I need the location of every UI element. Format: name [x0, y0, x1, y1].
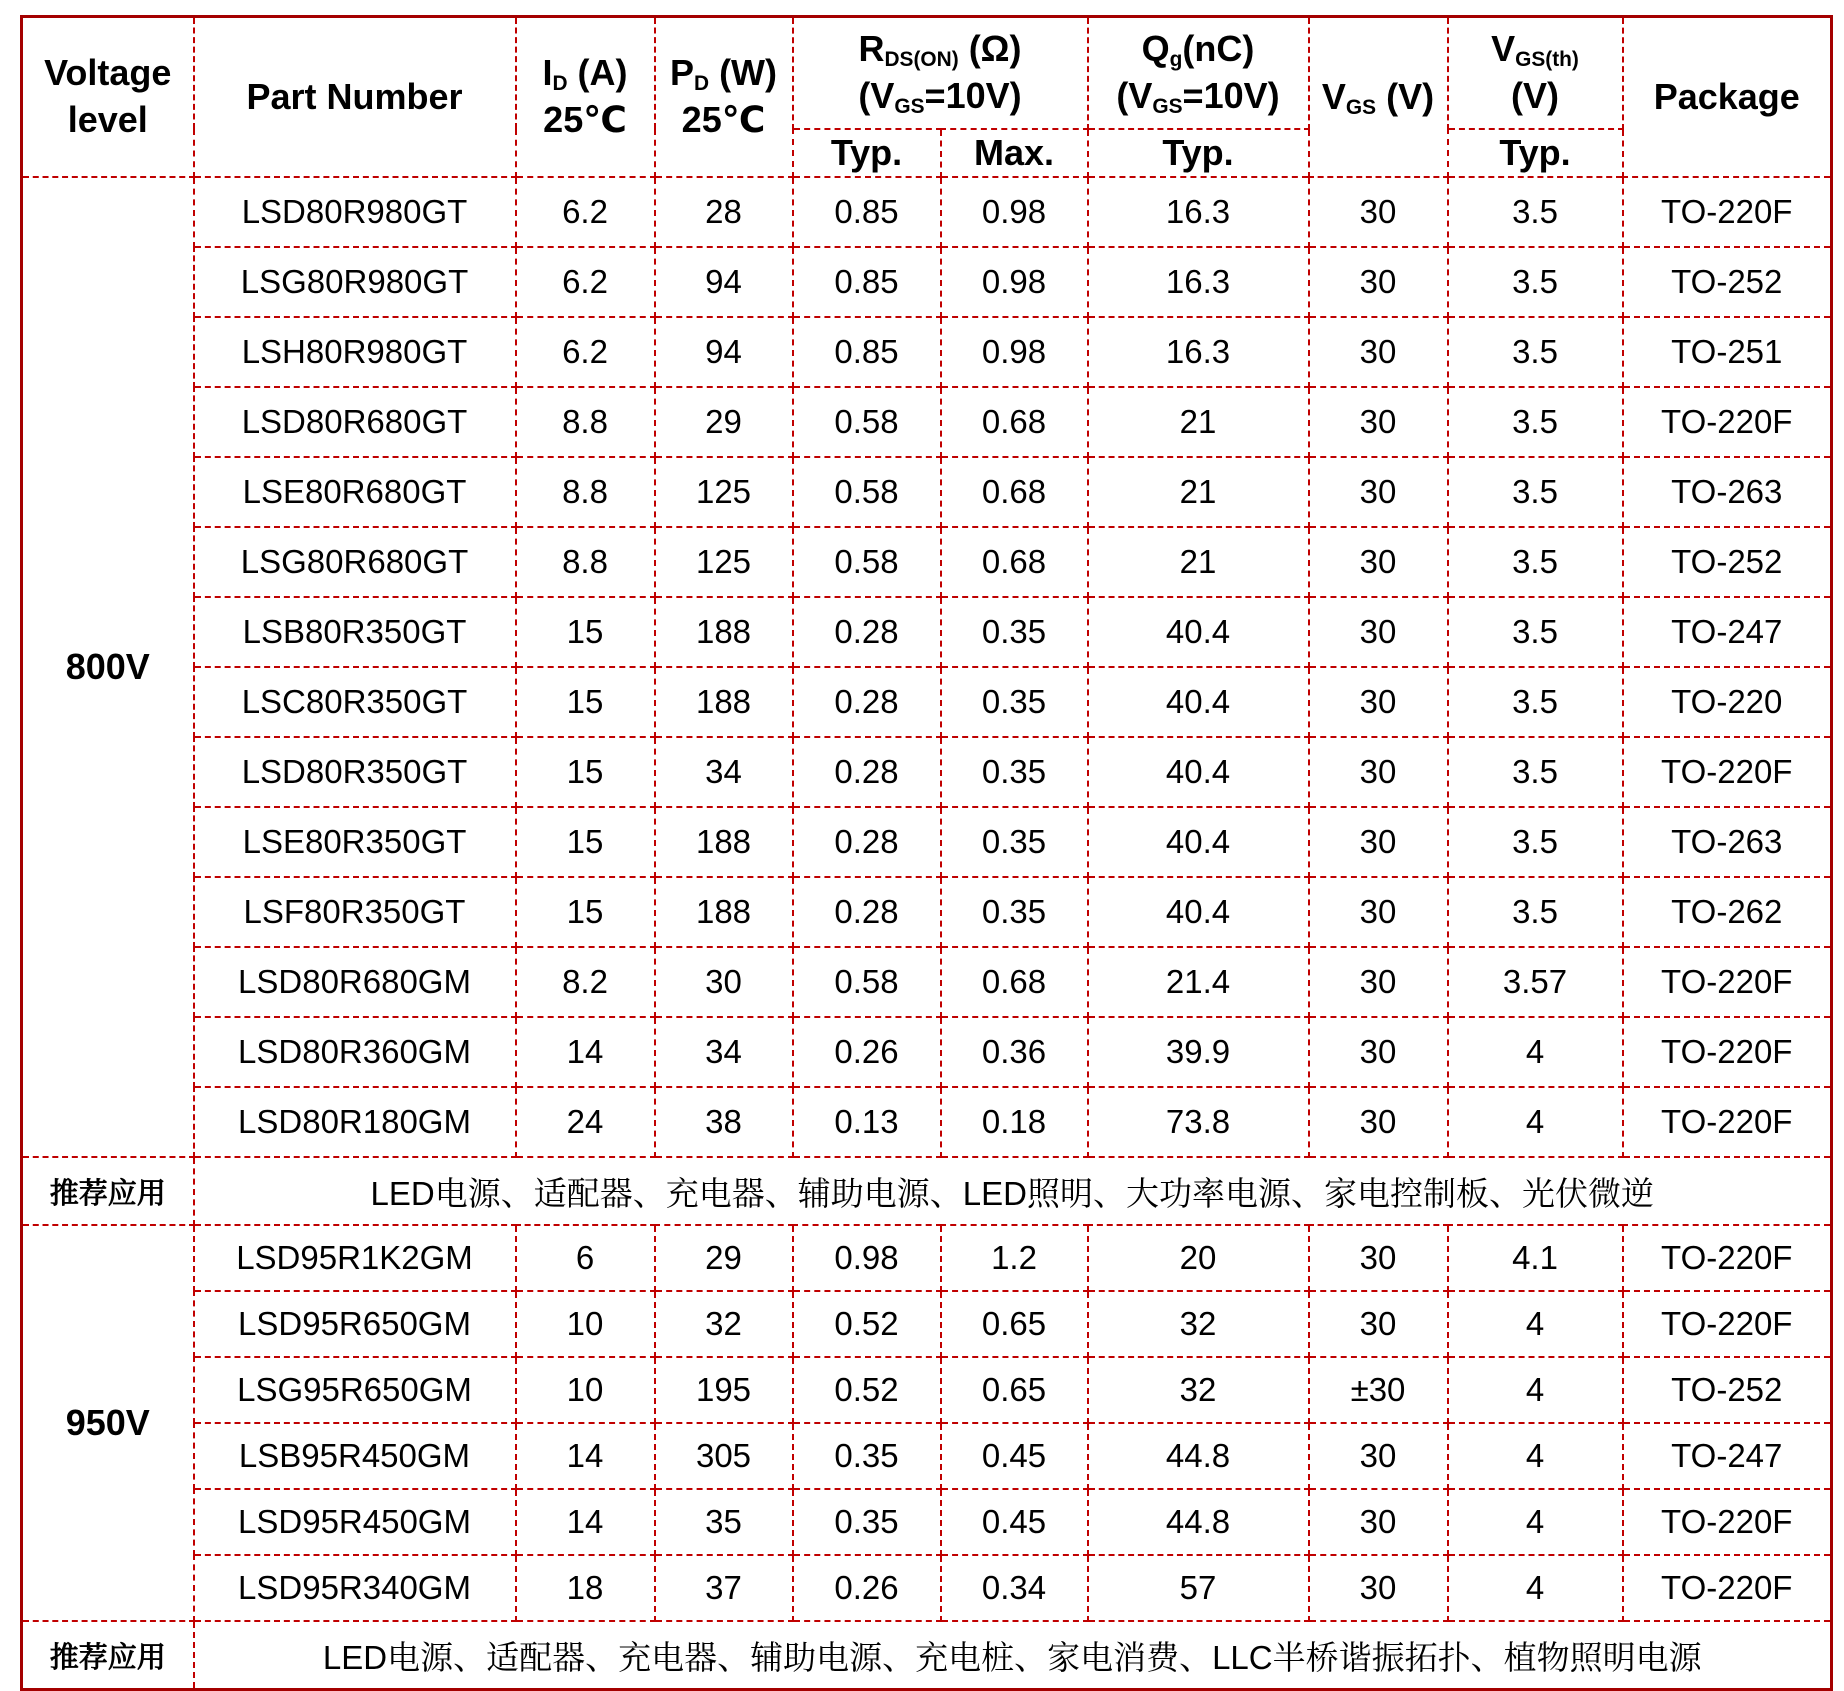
- rds-max-cell: 0.35: [941, 667, 1088, 737]
- vgsth-cell: 4: [1448, 1489, 1623, 1555]
- applications-label: 推荐应用: [22, 1621, 194, 1690]
- vgs-cell: 30: [1309, 1087, 1448, 1157]
- table-body: [22, 177, 1832, 1690]
- pd-cell: 29: [655, 1225, 793, 1291]
- id-cell: 8.2: [516, 947, 655, 1017]
- part-number-cell: LSD95R650GM: [194, 1291, 516, 1357]
- part-number-cell: LSD80R980GT: [194, 177, 516, 247]
- qg-cell: 21: [1088, 387, 1309, 457]
- package-cell: TO-263: [1623, 807, 1832, 877]
- pd-cell: 38: [655, 1087, 793, 1157]
- qg-cell: 40.4: [1088, 807, 1309, 877]
- vgs-cell: 30: [1309, 1423, 1448, 1489]
- rds-max-cell: 0.35: [941, 807, 1088, 877]
- package-cell: TO-220F: [1623, 1087, 1832, 1157]
- table-row: [22, 457, 1832, 527]
- header-text: Part Number: [246, 75, 463, 117]
- rds-max-cell: 0.45: [941, 1423, 1088, 1489]
- vgs-cell: 30: [1309, 877, 1448, 947]
- table-row: [22, 177, 1832, 247]
- vgs-cell: 30: [1309, 1555, 1448, 1621]
- voltage-level-cell: 950V: [22, 1225, 194, 1621]
- package-cell: TO-263: [1623, 457, 1832, 527]
- qg-cell: 16.3: [1088, 317, 1309, 387]
- part-number-cell: LSB80R350GT: [194, 597, 516, 667]
- qg-cell: 16.3: [1088, 247, 1309, 317]
- rds-max-cell: 0.65: [941, 1291, 1088, 1357]
- rds-max-cell: 0.35: [941, 877, 1088, 947]
- qg-cell: 20: [1088, 1225, 1309, 1291]
- vgs-cell: 30: [1309, 667, 1448, 737]
- col-header-id: $I_D$ (A) 25℃: [516, 17, 655, 178]
- rds-typ-cell: 0.52: [793, 1291, 941, 1357]
- package-cell: TO-220F: [1623, 1225, 1832, 1291]
- rds-typ-cell: 0.58: [793, 527, 941, 597]
- vgsth-cell: 4: [1448, 1423, 1623, 1489]
- package-cell: TO-220: [1623, 667, 1832, 737]
- rds-max-cell: 0.98: [941, 177, 1088, 247]
- rds-typ-cell: 0.28: [793, 667, 941, 737]
- part-number-cell: LSB95R450GM: [194, 1423, 516, 1489]
- pd-cell: 94: [655, 247, 793, 317]
- col-header-qg: $Q_g(nC)$ $(V_{GS}=10V)$: [1088, 17, 1309, 129]
- vgs-cell: 30: [1309, 457, 1448, 527]
- id-cell: 6.2: [516, 247, 655, 317]
- pd-cell: 32: [655, 1291, 793, 1357]
- vgs-cell: 30: [1309, 1225, 1448, 1291]
- qg-cell: 39.9: [1088, 1017, 1309, 1087]
- id-cell: 8.8: [516, 387, 655, 457]
- voltage-level-cell: 800V: [22, 177, 194, 1157]
- package-cell: TO-220F: [1623, 1017, 1832, 1087]
- part-number-cell: LSE80R350GT: [194, 807, 516, 877]
- vgsth-cell: 3.5: [1448, 737, 1623, 807]
- applications-label: 推荐应用: [22, 1157, 194, 1225]
- qg-cell: 44.8: [1088, 1423, 1309, 1489]
- part-number-cell: LSH80R980GT: [194, 317, 516, 387]
- part-number-cell: LSG80R980GT: [194, 247, 516, 317]
- vgs-cell: 30: [1309, 807, 1448, 877]
- part-number-cell: LSG95R650GM: [194, 1357, 516, 1423]
- vgs-cell: 30: [1309, 737, 1448, 807]
- id-cell: 10: [516, 1357, 655, 1423]
- package-cell: TO-220F: [1623, 1555, 1832, 1621]
- vgsth-cell: 3.57: [1448, 947, 1623, 1017]
- part-number-cell: LSD95R340GM: [194, 1555, 516, 1621]
- package-cell: TO-220F: [1623, 737, 1832, 807]
- part-number-cell: LSC80R350GT: [194, 667, 516, 737]
- table-row: [22, 1087, 1832, 1157]
- part-number-cell: LSG80R680GT: [194, 527, 516, 597]
- rds-max-cell: 0.35: [941, 737, 1088, 807]
- pd-cell: 30: [655, 947, 793, 1017]
- package-cell: TO-252: [1623, 247, 1832, 317]
- package-cell: TO-220F: [1623, 1489, 1832, 1555]
- table-row: [22, 947, 1832, 1017]
- vgsth-cell: 4: [1448, 1555, 1623, 1621]
- applications-text: LED电源、适配器、充电器、辅助电源、充电桩、家电消费、LLC半桥谐振拓扑、植物照明电源: [194, 1621, 1832, 1690]
- rds-max-cell: 0.68: [941, 527, 1088, 597]
- qg-cell: 73.8: [1088, 1087, 1309, 1157]
- table-row: [22, 1555, 1832, 1621]
- vgsth-cell: 3.5: [1448, 247, 1623, 317]
- qg-cell: 40.4: [1088, 877, 1309, 947]
- table-header: [22, 17, 1832, 178]
- id-cell: 14: [516, 1489, 655, 1555]
- id-cell: 14: [516, 1017, 655, 1087]
- pd-cell: 35: [655, 1489, 793, 1555]
- applications-row: [22, 1157, 1832, 1225]
- col-header-vgs: $V_{GS}$ (V): [1309, 17, 1448, 178]
- vgsth-cell: 3.5: [1448, 597, 1623, 667]
- vgsth-cell: 4.1: [1448, 1225, 1623, 1291]
- package-cell: TO-252: [1623, 527, 1832, 597]
- package-cell: TO-220F: [1623, 387, 1832, 457]
- rds-typ-cell: 0.58: [793, 457, 941, 527]
- vgs-cell: 30: [1309, 1489, 1448, 1555]
- id-cell: 8.8: [516, 527, 655, 597]
- rds-typ-cell: 0.26: [793, 1017, 941, 1087]
- rds-max-cell: 0.98: [941, 247, 1088, 317]
- table-row: [22, 1017, 1832, 1087]
- subcol-header-vgsth-typ: Typ.: [1448, 129, 1623, 178]
- table-row: [22, 1291, 1832, 1357]
- rds-typ-cell: 0.85: [793, 317, 941, 387]
- rds-typ-cell: 0.28: [793, 737, 941, 807]
- col-header-part-number: [194, 17, 516, 178]
- qg-cell: 32: [1088, 1291, 1309, 1357]
- mosfet-spec-table-wrap: [20, 15, 1844, 1691]
- rds-typ-cell: 0.58: [793, 387, 941, 457]
- rds-typ-cell: 0.28: [793, 877, 941, 947]
- id-cell: 15: [516, 877, 655, 947]
- vgs-cell: ±30: [1309, 1357, 1448, 1423]
- id-cell: 24: [516, 1087, 655, 1157]
- rds-max-cell: 0.34: [941, 1555, 1088, 1621]
- subcol-header-rds-max: Max.: [941, 129, 1088, 178]
- id-cell: 18: [516, 1555, 655, 1621]
- vgsth-cell: 4: [1448, 1357, 1623, 1423]
- rds-max-cell: 0.68: [941, 947, 1088, 1017]
- vgs-cell: 30: [1309, 1017, 1448, 1087]
- rds-max-cell: 1.2: [941, 1225, 1088, 1291]
- vgsth-cell: 4: [1448, 1017, 1623, 1087]
- table-row: [22, 1357, 1832, 1423]
- part-number-cell: LSD80R680GM: [194, 947, 516, 1017]
- table-row: [22, 667, 1832, 737]
- vgs-cell: 30: [1309, 317, 1448, 387]
- id-cell: 6: [516, 1225, 655, 1291]
- pd-cell: 34: [655, 1017, 793, 1087]
- package-cell: TO-251: [1623, 317, 1832, 387]
- qg-cell: 16.3: [1088, 177, 1309, 247]
- rds-typ-cell: 0.52: [793, 1357, 941, 1423]
- vgs-cell: 30: [1309, 1291, 1448, 1357]
- part-number-cell: LSE80R680GT: [194, 457, 516, 527]
- id-cell: 6.2: [516, 317, 655, 387]
- vgsth-cell: 3.5: [1448, 387, 1623, 457]
- header-text: Voltage: [44, 52, 172, 94]
- rds-max-cell: 0.45: [941, 1489, 1088, 1555]
- package-cell: TO-220F: [1623, 1291, 1832, 1357]
- rds-typ-cell: 0.28: [793, 597, 941, 667]
- vgsth-cell: 3.5: [1448, 807, 1623, 877]
- rds-max-cell: 0.35: [941, 597, 1088, 667]
- col-header-vgsth: $V_{GS(th)}$ (V): [1448, 17, 1623, 129]
- part-number-cell: LSD80R680GT: [194, 387, 516, 457]
- package-cell: TO-220F: [1623, 947, 1832, 1017]
- vgsth-cell: 3.5: [1448, 457, 1623, 527]
- id-cell: 15: [516, 667, 655, 737]
- pd-cell: 125: [655, 527, 793, 597]
- pd-cell: 188: [655, 807, 793, 877]
- id-cell: 14: [516, 1423, 655, 1489]
- table-row: [22, 247, 1832, 317]
- table-row: [22, 877, 1832, 947]
- package-cell: TO-220F: [1623, 177, 1832, 247]
- id-cell: 6.2: [516, 177, 655, 247]
- pd-cell: 125: [655, 457, 793, 527]
- table-row: [22, 1225, 1832, 1291]
- vgsth-cell: 3.5: [1448, 667, 1623, 737]
- rds-max-cell: 0.36: [941, 1017, 1088, 1087]
- package-cell: TO-247: [1623, 1423, 1832, 1489]
- rds-typ-cell: 0.13: [793, 1087, 941, 1157]
- table-row: [22, 597, 1832, 667]
- qg-cell: 57: [1088, 1555, 1309, 1621]
- table-row: [22, 1489, 1832, 1555]
- rds-typ-cell: 0.85: [793, 177, 941, 247]
- rds-typ-cell: 0.35: [793, 1489, 941, 1555]
- package-cell: TO-252: [1623, 1357, 1832, 1423]
- header-text: 25℃: [681, 99, 766, 141]
- vgsth-cell: 4: [1448, 1087, 1623, 1157]
- table-row: [22, 1423, 1832, 1489]
- vgsth-cell: 3.5: [1448, 317, 1623, 387]
- vgs-cell: 30: [1309, 597, 1448, 667]
- qg-cell: 44.8: [1088, 1489, 1309, 1555]
- subcol-header-rds-typ: Typ.: [793, 129, 941, 178]
- vgsth-cell: 3.5: [1448, 527, 1623, 597]
- vgsth-cell: 3.5: [1448, 877, 1623, 947]
- col-header-rds: $R_{DS(ON)}$ (Ω) $(V_{GS}=10V)$: [793, 17, 1088, 129]
- rds-typ-cell: 0.28: [793, 807, 941, 877]
- vgs-cell: 30: [1309, 387, 1448, 457]
- id-cell: 15: [516, 807, 655, 877]
- qg-cell: 21: [1088, 457, 1309, 527]
- pd-cell: 94: [655, 317, 793, 387]
- pd-cell: 34: [655, 737, 793, 807]
- id-cell: 10: [516, 1291, 655, 1357]
- table-row: [22, 387, 1832, 457]
- part-number-cell: LSD80R350GT: [194, 737, 516, 807]
- applications-row: [22, 1621, 1832, 1690]
- pd-cell: 188: [655, 597, 793, 667]
- part-number-cell: LSF80R350GT: [194, 877, 516, 947]
- rds-typ-cell: 0.85: [793, 247, 941, 317]
- pd-cell: 305: [655, 1423, 793, 1489]
- package-cell: TO-262: [1623, 877, 1832, 947]
- qg-cell: 21.4: [1088, 947, 1309, 1017]
- rds-typ-cell: 0.98: [793, 1225, 941, 1291]
- vgsth-cell: 4: [1448, 1291, 1623, 1357]
- qg-cell: 40.4: [1088, 737, 1309, 807]
- rds-typ-cell: 0.26: [793, 1555, 941, 1621]
- mosfet-spec-table: [20, 15, 1833, 1691]
- header-text: level: [67, 99, 148, 141]
- table-row: [22, 527, 1832, 597]
- package-cell: TO-247: [1623, 597, 1832, 667]
- col-header-package: [1623, 17, 1832, 178]
- header-text: 25℃: [543, 99, 627, 141]
- part-number-cell: LSD95R1K2GM: [194, 1225, 516, 1291]
- header-text: Package: [1653, 75, 1800, 117]
- subcol-header-qg-typ: Typ.: [1088, 129, 1309, 178]
- col-header-pd: $P_D$ (W) 25℃: [655, 17, 793, 178]
- rds-max-cell: 0.98: [941, 317, 1088, 387]
- vgsth-cell: 3.5: [1448, 177, 1623, 247]
- applications-text: LED电源、适配器、充电器、辅助电源、LED照明、大功率电源、家电控制板、光伏微逆: [194, 1157, 1832, 1225]
- part-number-cell: LSD80R360GM: [194, 1017, 516, 1087]
- id-cell: 8.8: [516, 457, 655, 527]
- header-text: (V): [1511, 74, 1559, 116]
- pd-cell: 29: [655, 387, 793, 457]
- rds-max-cell: 0.68: [941, 457, 1088, 527]
- vgs-cell: 30: [1309, 527, 1448, 597]
- part-number-cell: LSD80R180GM: [194, 1087, 516, 1157]
- rds-typ-cell: 0.35: [793, 1423, 941, 1489]
- table-row: [22, 737, 1832, 807]
- qg-cell: 21: [1088, 527, 1309, 597]
- pd-cell: 37: [655, 1555, 793, 1621]
- id-cell: 15: [516, 737, 655, 807]
- pd-cell: 188: [655, 667, 793, 737]
- part-number-cell: LSD95R450GM: [194, 1489, 516, 1555]
- rds-max-cell: 0.18: [941, 1087, 1088, 1157]
- pd-cell: 195: [655, 1357, 793, 1423]
- rds-max-cell: 0.68: [941, 387, 1088, 457]
- col-header-voltage-level: [22, 17, 194, 178]
- table-row: [22, 317, 1832, 387]
- qg-cell: 32: [1088, 1357, 1309, 1423]
- rds-max-cell: 0.65: [941, 1357, 1088, 1423]
- vgs-cell: 30: [1309, 177, 1448, 247]
- id-cell: 15: [516, 597, 655, 667]
- rds-typ-cell: 0.58: [793, 947, 941, 1017]
- vgs-cell: 30: [1309, 947, 1448, 1017]
- qg-cell: 40.4: [1088, 667, 1309, 737]
- pd-cell: 28: [655, 177, 793, 247]
- table-row: [22, 807, 1832, 877]
- vgs-cell: 30: [1309, 247, 1448, 317]
- pd-cell: 188: [655, 877, 793, 947]
- qg-cell: 40.4: [1088, 597, 1309, 667]
